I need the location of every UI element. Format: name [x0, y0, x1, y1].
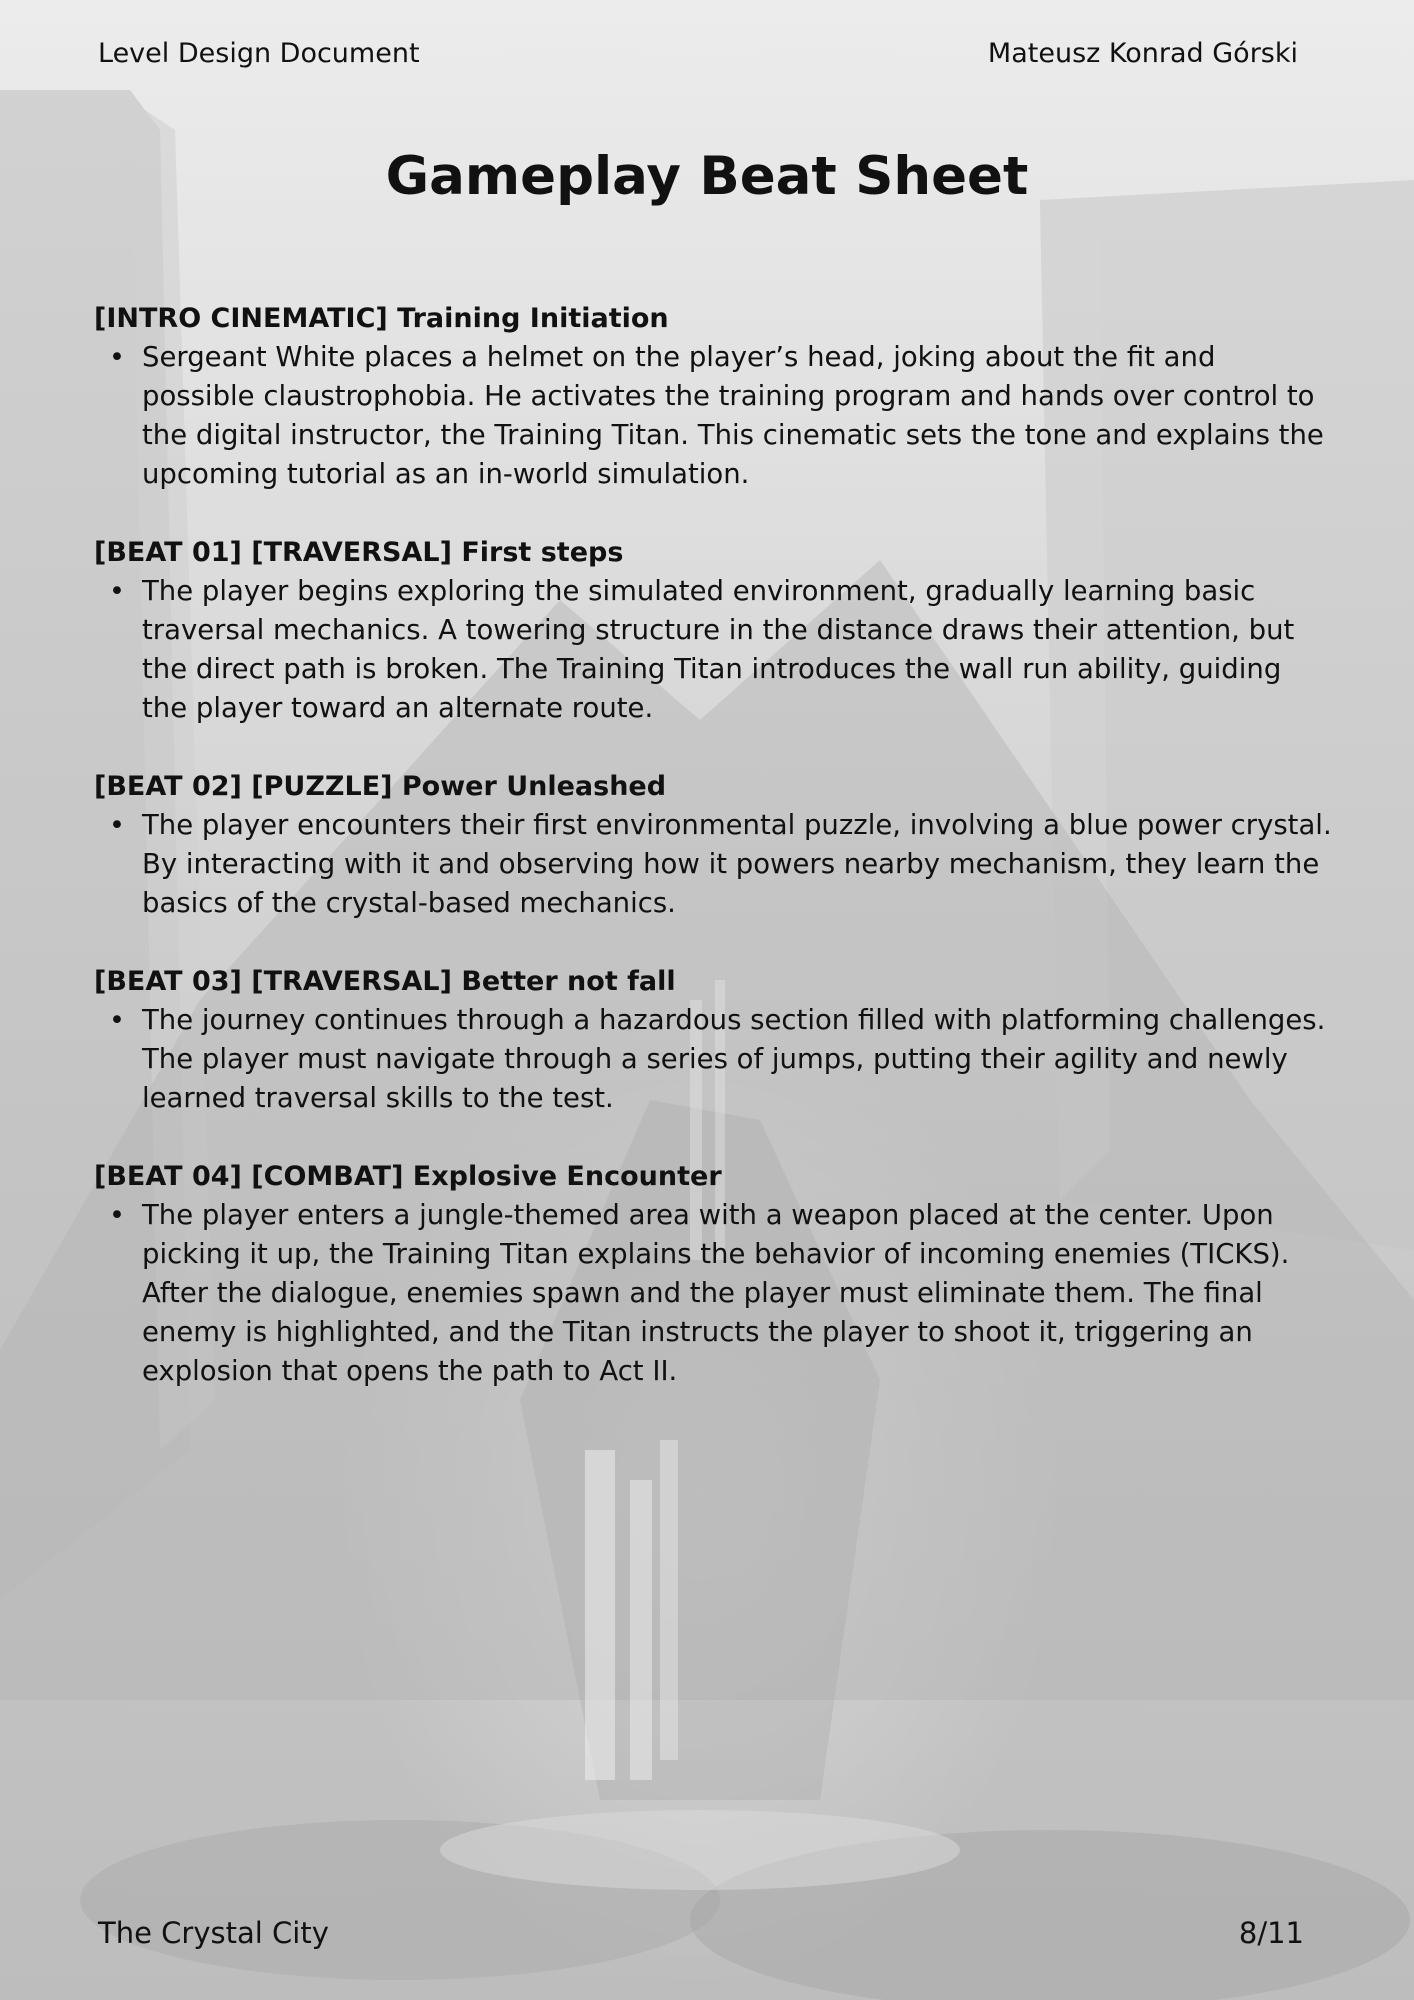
bullet-icon: • [109, 1200, 125, 1231]
beat-section-04 [94, 1158, 1334, 1391]
beat-section-03 [94, 963, 1334, 1118]
beat-description-text: The player encounters their first environmental puzzle, involving a blue power crystal. By interacting with it and observing how it powers nearby mechanism, they learn the basics of the crystal-based mechanics. [142, 809, 1332, 919]
beat-bullet-list [94, 1001, 1334, 1118]
beat-description [109, 806, 1334, 923]
bullet-icon: • [109, 576, 125, 607]
beat-bullet-list [94, 572, 1334, 728]
beat-description [109, 1001, 1334, 1118]
bullet-icon: • [109, 342, 125, 373]
beat-bullet-list [94, 806, 1334, 923]
beat-description [109, 338, 1334, 494]
beat-heading: [BEAT 03] [TRAVERSAL] Better not fall [94, 966, 676, 997]
beat-heading: [BEAT 04] [COMBAT] Explosive Encounter [94, 1161, 722, 1192]
beat-heading: [BEAT 02] [PUZZLE] Power Unleashed [94, 771, 667, 802]
beat-description-text: The journey continues through a hazardous section filled with platforming challenges. The player must navigate through a series of jumps, putting their agility and newly learned traversal skills to the test. [142, 1004, 1326, 1114]
page-title: Gameplay Beat Sheet [385, 146, 1029, 207]
beat-description [109, 572, 1334, 728]
beat-section-02 [94, 768, 1334, 923]
beat-bullet-list [94, 1196, 1334, 1391]
beat-section-01 [94, 534, 1334, 728]
beat-section-intro-cinematic [94, 300, 1334, 494]
header-document-type: Level Design Document [98, 38, 420, 69]
beat-bullet-list [94, 338, 1334, 494]
footer-document-title: The Crystal City [98, 1916, 329, 1950]
bullet-icon: • [109, 810, 125, 841]
beat-heading: [INTRO CINEMATIC] Training Initiation [94, 303, 669, 334]
beat-description-text: The player enters a jungle-themed area with a weapon placed at the center. Upon picking it up, the Training Titan explains the behavior of incoming enemies (TICKS). After the dialogue, enemies spawn and the player must eliminate them. The final enemy is highlighted, and the Titan instructs the player to shoot it, triggering an explosion that opens the path to Act II. [142, 1199, 1290, 1387]
beat-heading: [BEAT 01] [TRAVERSAL] First steps [94, 537, 624, 568]
bullet-icon: • [109, 1005, 125, 1036]
beat-description [109, 1196, 1334, 1391]
page-number: 8/11 [1238, 1916, 1304, 1950]
beat-description-text: The player begins exploring the simulated environment, gradually learning basic traversal mechanics. A towering structure in the distance draws their attention, but the direct path is broken. The Training Titan introduces the wall run ability, guiding the player toward an alternate route. [142, 575, 1295, 724]
header-author: Mateusz Konrad Górski [987, 38, 1298, 69]
beat-sheet-list [94, 300, 1334, 1431]
beat-description-text: Sergeant White places a helmet on the player’s head, joking about the fit and possible claustrophobia. He activates the training program and hands over control to the digital instructor, the Training Titan. This cinematic sets the tone and explains the upcoming tutorial as an in-world simulation. [142, 341, 1324, 490]
